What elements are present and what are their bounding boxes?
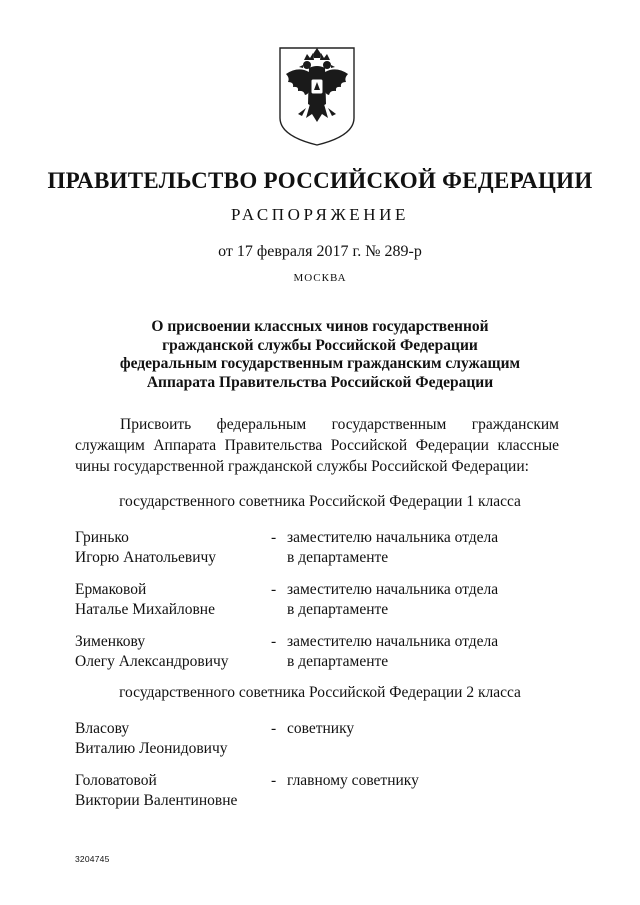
person-name (75, 719, 260, 758)
position-line: главному советнику (287, 772, 419, 789)
position-line: в департаменте (287, 652, 389, 670)
subject-line: федеральным государственным гражданским служащим (119, 355, 521, 372)
dash-separator: - (271, 720, 277, 737)
city: МОСКВА (293, 272, 347, 284)
person-name (75, 632, 260, 671)
date-and-number: от 17 февраля 2017 г. № 289-р (218, 243, 422, 260)
person-given-name: Игорю Анатольевичу (75, 548, 217, 566)
person-entry (75, 528, 575, 572)
dash-separator: - (271, 772, 277, 789)
subject-line: гражданской службы Российской Федерации (162, 336, 478, 354)
person-surname: Зименкову (75, 633, 146, 650)
person-entry (75, 719, 575, 763)
person-position (287, 528, 577, 567)
person-entry (75, 632, 575, 676)
person-given-name: Наталье Михайловне (75, 600, 215, 618)
document-subject (0, 318, 640, 392)
person-position (287, 719, 577, 739)
position-line: советнику (287, 720, 355, 737)
position-line: заместителю начальника отдела (287, 581, 499, 598)
person-position (287, 771, 577, 791)
person-name (75, 580, 260, 619)
rank-heading: государственного советника Российской Федерации 2 класса (119, 684, 521, 701)
coat-of-arms-emblem (276, 44, 358, 148)
position-line: заместителю начальника отдела (287, 529, 499, 546)
rank-heading: государственного советника Российской Федерации 1 класса (119, 493, 521, 510)
person-position (287, 580, 577, 619)
government-title: ПРАВИТЕЛЬСТВО РОССИЙСКОЙ ФЕДЕРАЦИИ (47, 168, 593, 193)
position-line: в департаменте (287, 600, 389, 618)
dash-separator: - (271, 529, 277, 546)
person-name (75, 528, 260, 567)
person-surname: Гринько (75, 529, 129, 546)
person-surname: Власову (75, 720, 130, 737)
subject-line: О присвоении классных чинов государственной (151, 318, 489, 335)
person-surname: Головатовой (75, 772, 157, 789)
document-code: 3204745 (75, 854, 110, 864)
person-name (75, 771, 260, 810)
dash-separator: - (271, 633, 277, 650)
position-line: в департаменте (287, 548, 389, 566)
subject-line: Аппарата Правительства Российской Федерации (146, 373, 494, 391)
person-entry (75, 580, 575, 624)
document-type: РАСПОРЯЖЕНИЕ (230, 205, 410, 224)
main-paragraph: Присвоить федеральным государственным гражданским служащим Аппарата Правительства Российской Федерации классные чины государственной гражданской службы Российской Федерации: (75, 416, 559, 475)
person-given-name: Виктории Валентиновне (75, 791, 238, 809)
person-given-name: Олегу Александровичу (75, 652, 229, 670)
person-position (287, 632, 577, 671)
person-entry (75, 771, 575, 815)
dash-separator: - (271, 581, 277, 598)
person-given-name: Виталию Леонидовичу (75, 739, 228, 757)
position-line: заместителю начальника отдела (287, 633, 499, 650)
person-surname: Ермаковой (75, 581, 147, 598)
